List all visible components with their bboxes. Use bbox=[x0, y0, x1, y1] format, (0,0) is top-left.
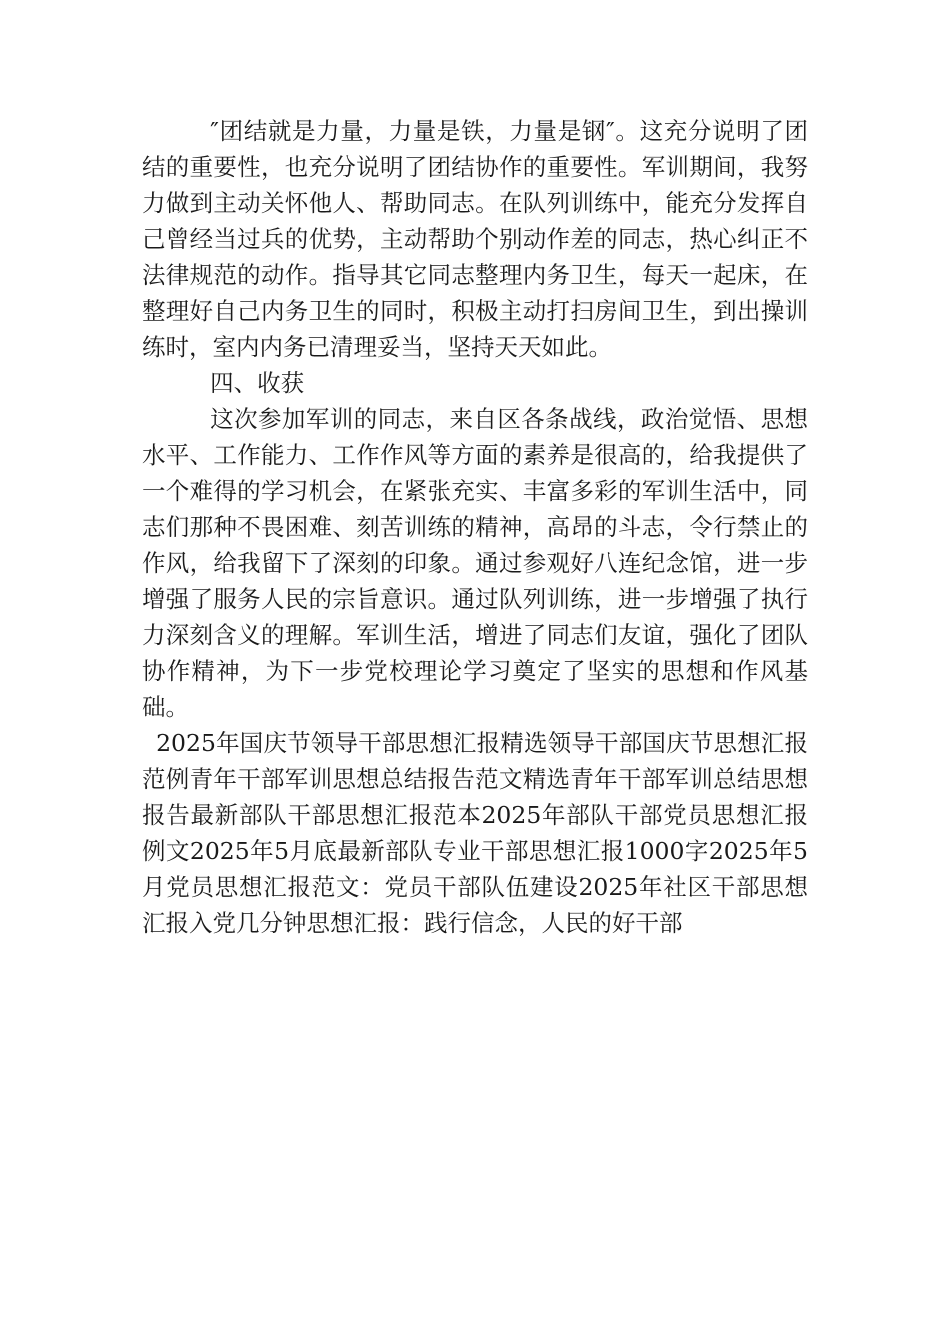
document-body bbox=[142, 113, 808, 941]
section-heading-harvest: 四、收获 bbox=[210, 369, 305, 397]
paragraph-unity: ″团结就是力量，力量是铁，力量是钢″。这充分说明了团结的重要性，也充分说明了团结协作的重要性。军训期间，我努力做到主动关怀他人、帮助同志。在队列训练中，能充分发挥自己曾经当过兵的优势，主动帮助个别动作差的同志，热心纠正不法律规范的动作。指导其它同志整理内务卫生，每天一起床，在整理好自己内务卫生的同时，积极主动打扫房间卫生，到出操训练时，室内内务已清理妥当，坚持天天如此。 bbox=[142, 117, 808, 361]
related-links-text: 2025年国庆节领导干部思想汇报精选领导干部国庆节思想汇报范例青年干部军训思想总结报告范文精选青年干部军训总结思想报告最新部队干部思想汇报范本2025年部队干部党员思想汇报例文2025年5月底最新部队专业干部思想汇报1000字2025年5月党员思想汇报范文：党员干部队伍建设2025年社区干部思想汇报入党几分钟思想汇报：践行信念，人民的好干部 bbox=[142, 729, 808, 937]
paragraph-harvest: 这次参加军训的同志，来自区各条战线，政治觉悟、思想水平、工作能力、工作作风等方面的素养是很高的，给我提供了一个难得的学习机会，在紧张充实、丰富多彩的军训生活中，同志们那种不畏困难、刻苦训练的精神，高昂的斗志，令行禁止的作风，给我留下了深刻的印象。通过参观好八连纪念馆，进一步增强了服务人民的宗旨意识。通过队列训练，进一步增强了执行力深刻含义的理解。军训生活，增进了同志们友谊，强化了团队协作精神，为下一步党校理论学习奠定了坚实的思想和作风基础。 bbox=[142, 405, 808, 721]
